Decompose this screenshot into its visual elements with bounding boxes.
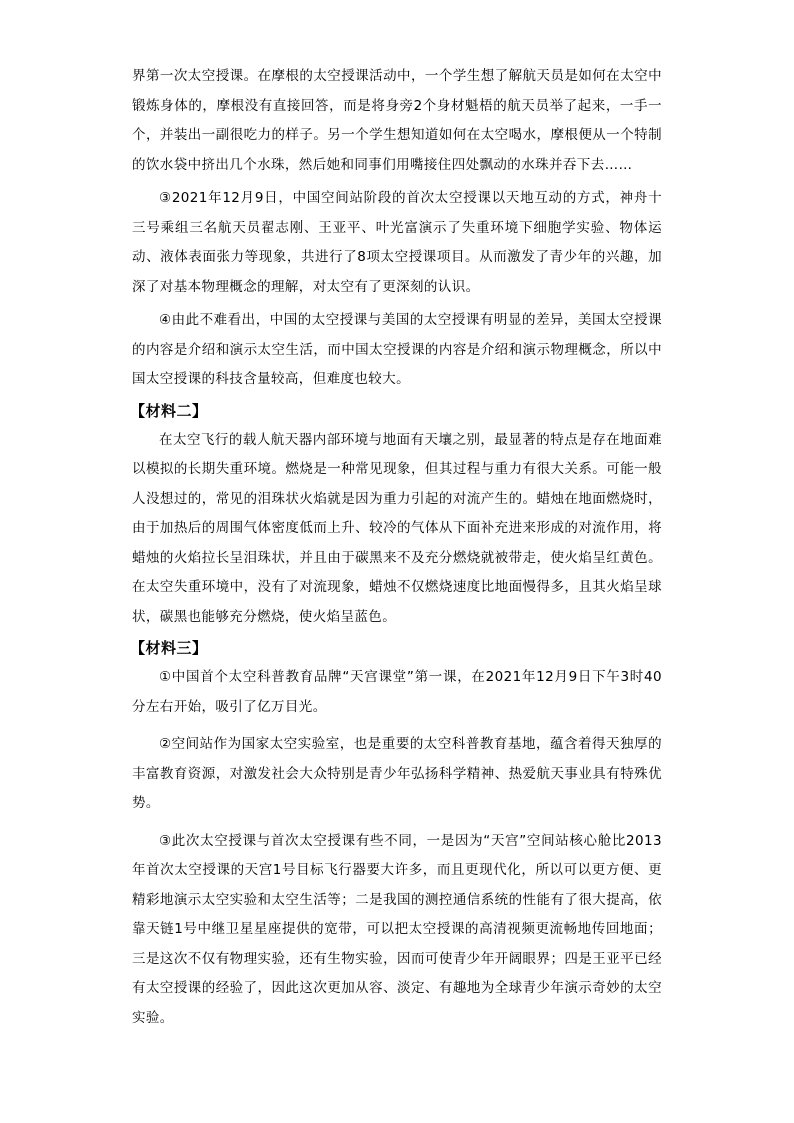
paragraph-material1-item4: ④由此不难看出，中国的太空授课与美国的太空授课有明显的差异，美国太空授课的内容是介绍和演示太空生活，而中国太空授课的内容是介绍和演示物理概念，所以中国太空授课的科技含量较高，但难度也较大。 xyxy=(132,312,662,387)
paragraph-material3-item3: ③此次太空授课与首次太空授课有些不同，一是因为“天宫”空间站核心舱比2013年首次太空授课的天宫1号目标飞行器要大许多，而且更现代化，所以可以更方便、更精彩地演示太空实验和太空生活等；二是我国的测控通信系统的性能有了很大提高，依靠天链1号中继卫星星座提供的宽带，可以把太空授课的高清视频更流畅地传回地面；三是这次不仅有物理实验，还有生物实验，因而可使青少年开阔眼界；四是王亚平已经有太空授课的经验了，因此这次更加从容、淡定、有趣地为全球青少年演示奇妙的太空实验。 xyxy=(132,832,662,1026)
paragraph-material3-item1: ①中国首个太空科普教育品牌“天宫课堂”第一课，在2021年12月9日下午3时40分左右开始，吸引了亿万目光。 xyxy=(132,669,662,715)
paragraph-continuation: 界第一次太空授课。在摩根的太空授课活动中，一个学生想了解航天员是如何在太空中锻炼身体的，摩根没有直接回答，而是将身旁2个身材魁梧的航天员举了起来，一手一个，并装出一副很吃力的样子。另一个学生想知道如何在太空喝水，摩根便从一个特制的饮水袋中挤出几个水珠，然后她和同事们用嘴接住四处飘动的水珠并吞下去…… xyxy=(132,68,662,173)
heading-material-2: 【材料二】 xyxy=(130,401,208,420)
paragraph-material2: 在太空飞行的载人航天器内部环境与地面有天壤之别，最显著的特点是存在地面难以模拟的长期失重环境。燃烧是一种常见现象，但其过程与重力有很大关系。可能一般人没想过的，常见的泪珠状火焰就是因为重力引起的对流产生的。蜡烛在地面燃烧时，由于加热后的周围气体密度低而上升、较冷的气体从下面补充进来形成的对流作用，将蜡烛的火焰拉长呈泪珠状，并且由于碳黑来不及充分燃烧就被带走，使火焰呈红黄色。在太空失重环境中，没有了对流现象，蜡烛不仅燃烧速度比地面慢得多，且其火焰呈球状，碳黑也能够充分燃烧，使火焰呈蓝色。 xyxy=(132,431,662,625)
heading-material-3: 【材料三】 xyxy=(130,639,208,657)
document-body xyxy=(132,62,662,1033)
paragraph-material1-item3: ③2021年12月9日，中国空间站阶段的首次太空授课以天地互动的方式，神舟十三号乘组三名航天员翟志刚、王亚平、叶光富演示了失重环境下细胞学实验、物体运动、液体表面张力等现象，共进行了8项太空授课项目。从而激发了青少年的兴趣，加深了对基本物理概念的理解，对太空有了更深刻的认识。 xyxy=(132,190,662,295)
paragraph-material3-item2: ②空间站作为国家太空实验室，也是重要的太空科普教育基地，蕴含着得天独厚的丰富教育资源，对激发社会大众特别是青少年弘扬科学精神、热爱航天事业具有特殊优势。 xyxy=(132,736,662,811)
